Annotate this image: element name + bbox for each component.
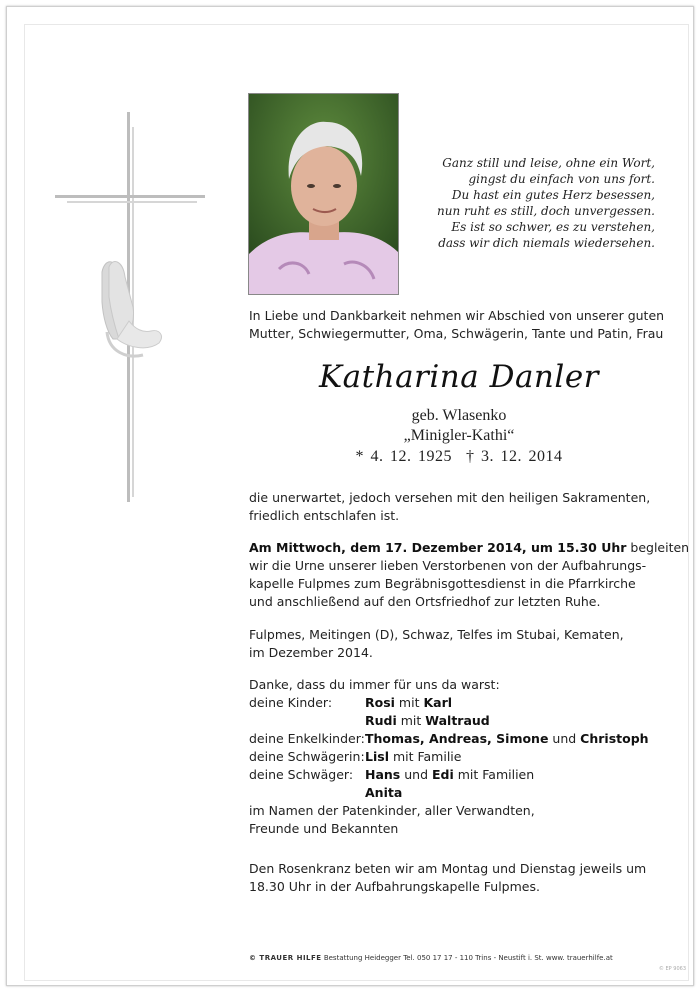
text-line: im Namen der Patenkinder, aller Verwandten,	[249, 803, 535, 818]
poem-line: Du hast ein gutes Herz besessen,	[451, 188, 655, 202]
text-line: Freunde und Bekannten	[249, 821, 399, 836]
text-line: mit	[396, 713, 426, 728]
text-line: mit	[394, 695, 424, 710]
text-line: begleiten	[626, 540, 690, 555]
family-name: Anita	[365, 785, 403, 800]
row-label: deine Schwägerin:	[249, 749, 365, 764]
text-line: friedlich entschlafen ist.	[249, 508, 400, 523]
intro-text	[249, 307, 669, 343]
text-line: 18.30 Uhr in der Aufbahrungskapelle Fulpmes.	[249, 879, 540, 894]
family-row	[249, 748, 669, 766]
row-label: deine Schwäger:	[249, 767, 354, 782]
text-line: wir die Urne unserer lieben Verstorbenen von der Aufbahrungs-	[249, 558, 647, 573]
text-line: Fulpmes, Meitingen (D), Schwaz, Telfes im Stubai, Kematen,	[249, 627, 624, 642]
print-code: © EP 9063	[658, 966, 686, 972]
cross-with-praying-hands-icon	[47, 107, 207, 507]
poem-line: dass wir dich niemals wiedersehen.	[438, 236, 655, 250]
deceased-name: Katharina Danler	[319, 359, 599, 395]
birth-date: * 4. 12. 1925	[355, 448, 452, 465]
parte-sheet	[6, 6, 694, 986]
text-line: mit Familie	[388, 749, 462, 764]
funeral-date: Am Mittwoch, dem 17. Dezember 2014, um 15.30 Uhr	[249, 540, 627, 555]
row-label: deine Kinder:	[249, 695, 333, 710]
footer-brand: © TRAUER HILFE	[249, 954, 322, 962]
family-list	[249, 676, 669, 838]
death-date: † 3. 12. 2014	[466, 448, 563, 465]
family-name: Edi	[431, 767, 454, 782]
footer	[249, 954, 649, 962]
paragraph-passing	[249, 489, 669, 525]
family-row	[249, 694, 669, 712]
paragraph-funeral	[249, 539, 690, 611]
intro-line: In Liebe und Dankbarkeit nehmen wir Abschied von unserer guten	[249, 308, 665, 323]
family-row	[249, 766, 669, 784]
family-name: Karl	[423, 695, 453, 710]
text-line: und	[400, 767, 432, 782]
family-row	[249, 712, 669, 730]
portrait-photo	[248, 93, 399, 295]
family-name: Hans	[365, 767, 401, 782]
family-name: Thomas, Andreas, Simone	[365, 731, 549, 746]
family-name: Waltraud	[425, 713, 490, 728]
text-line: und anschließend auf den Ortsfriedhof zur letzten Ruhe.	[249, 594, 601, 609]
poem-line: Es ist so schwer, es zu verstehen,	[451, 220, 655, 234]
family-row	[249, 784, 669, 802]
poem-line: nun ruht es still, doch unvergessen.	[436, 204, 655, 218]
birth-name: geb. Wlasenko	[411, 407, 507, 424]
text-line: im Dezember 2014.	[249, 645, 373, 660]
poem	[405, 155, 655, 251]
poem-line: Ganz still und leise, ohne ein Wort,	[442, 156, 655, 170]
poem-line: gingst du einfach von uns fort.	[468, 172, 655, 186]
text-line: die unerwartet, jedoch versehen mit den heiligen Sakramenten,	[249, 490, 651, 505]
footer-text: Bestattung Heidegger Tel. 050 17 17 - 110 Trins - Neustift i. St. www. trauerhilfe.at	[323, 954, 613, 962]
life-dates	[249, 448, 669, 466]
text-line: und	[548, 731, 581, 746]
text-line: mit Familien	[453, 767, 535, 782]
paragraph-rosary	[249, 860, 669, 896]
intro-line: Mutter, Schwiegermutter, Oma, Schwägerin, Tante und Patin, Frau	[249, 326, 664, 341]
family-name: Rosi	[365, 695, 395, 710]
family-name: Christoph	[580, 731, 649, 746]
nickname: „Minigler-Kathi“	[403, 427, 515, 444]
family-name: Rudi	[365, 713, 397, 728]
family-row	[249, 730, 669, 748]
row-label: deine Enkelkinder:	[249, 731, 365, 746]
text-line: Den Rosenkranz beten wir am Montag und Dienstag jeweils um	[249, 861, 647, 876]
family-name: Lisl	[365, 749, 389, 764]
text-line: kapelle Fulpmes zum Begräbnisgottesdienst in die Pfarrkirche	[249, 576, 636, 591]
thanks-line: Danke, dass du immer für uns da warst:	[249, 677, 500, 692]
paragraph-places	[249, 626, 669, 662]
